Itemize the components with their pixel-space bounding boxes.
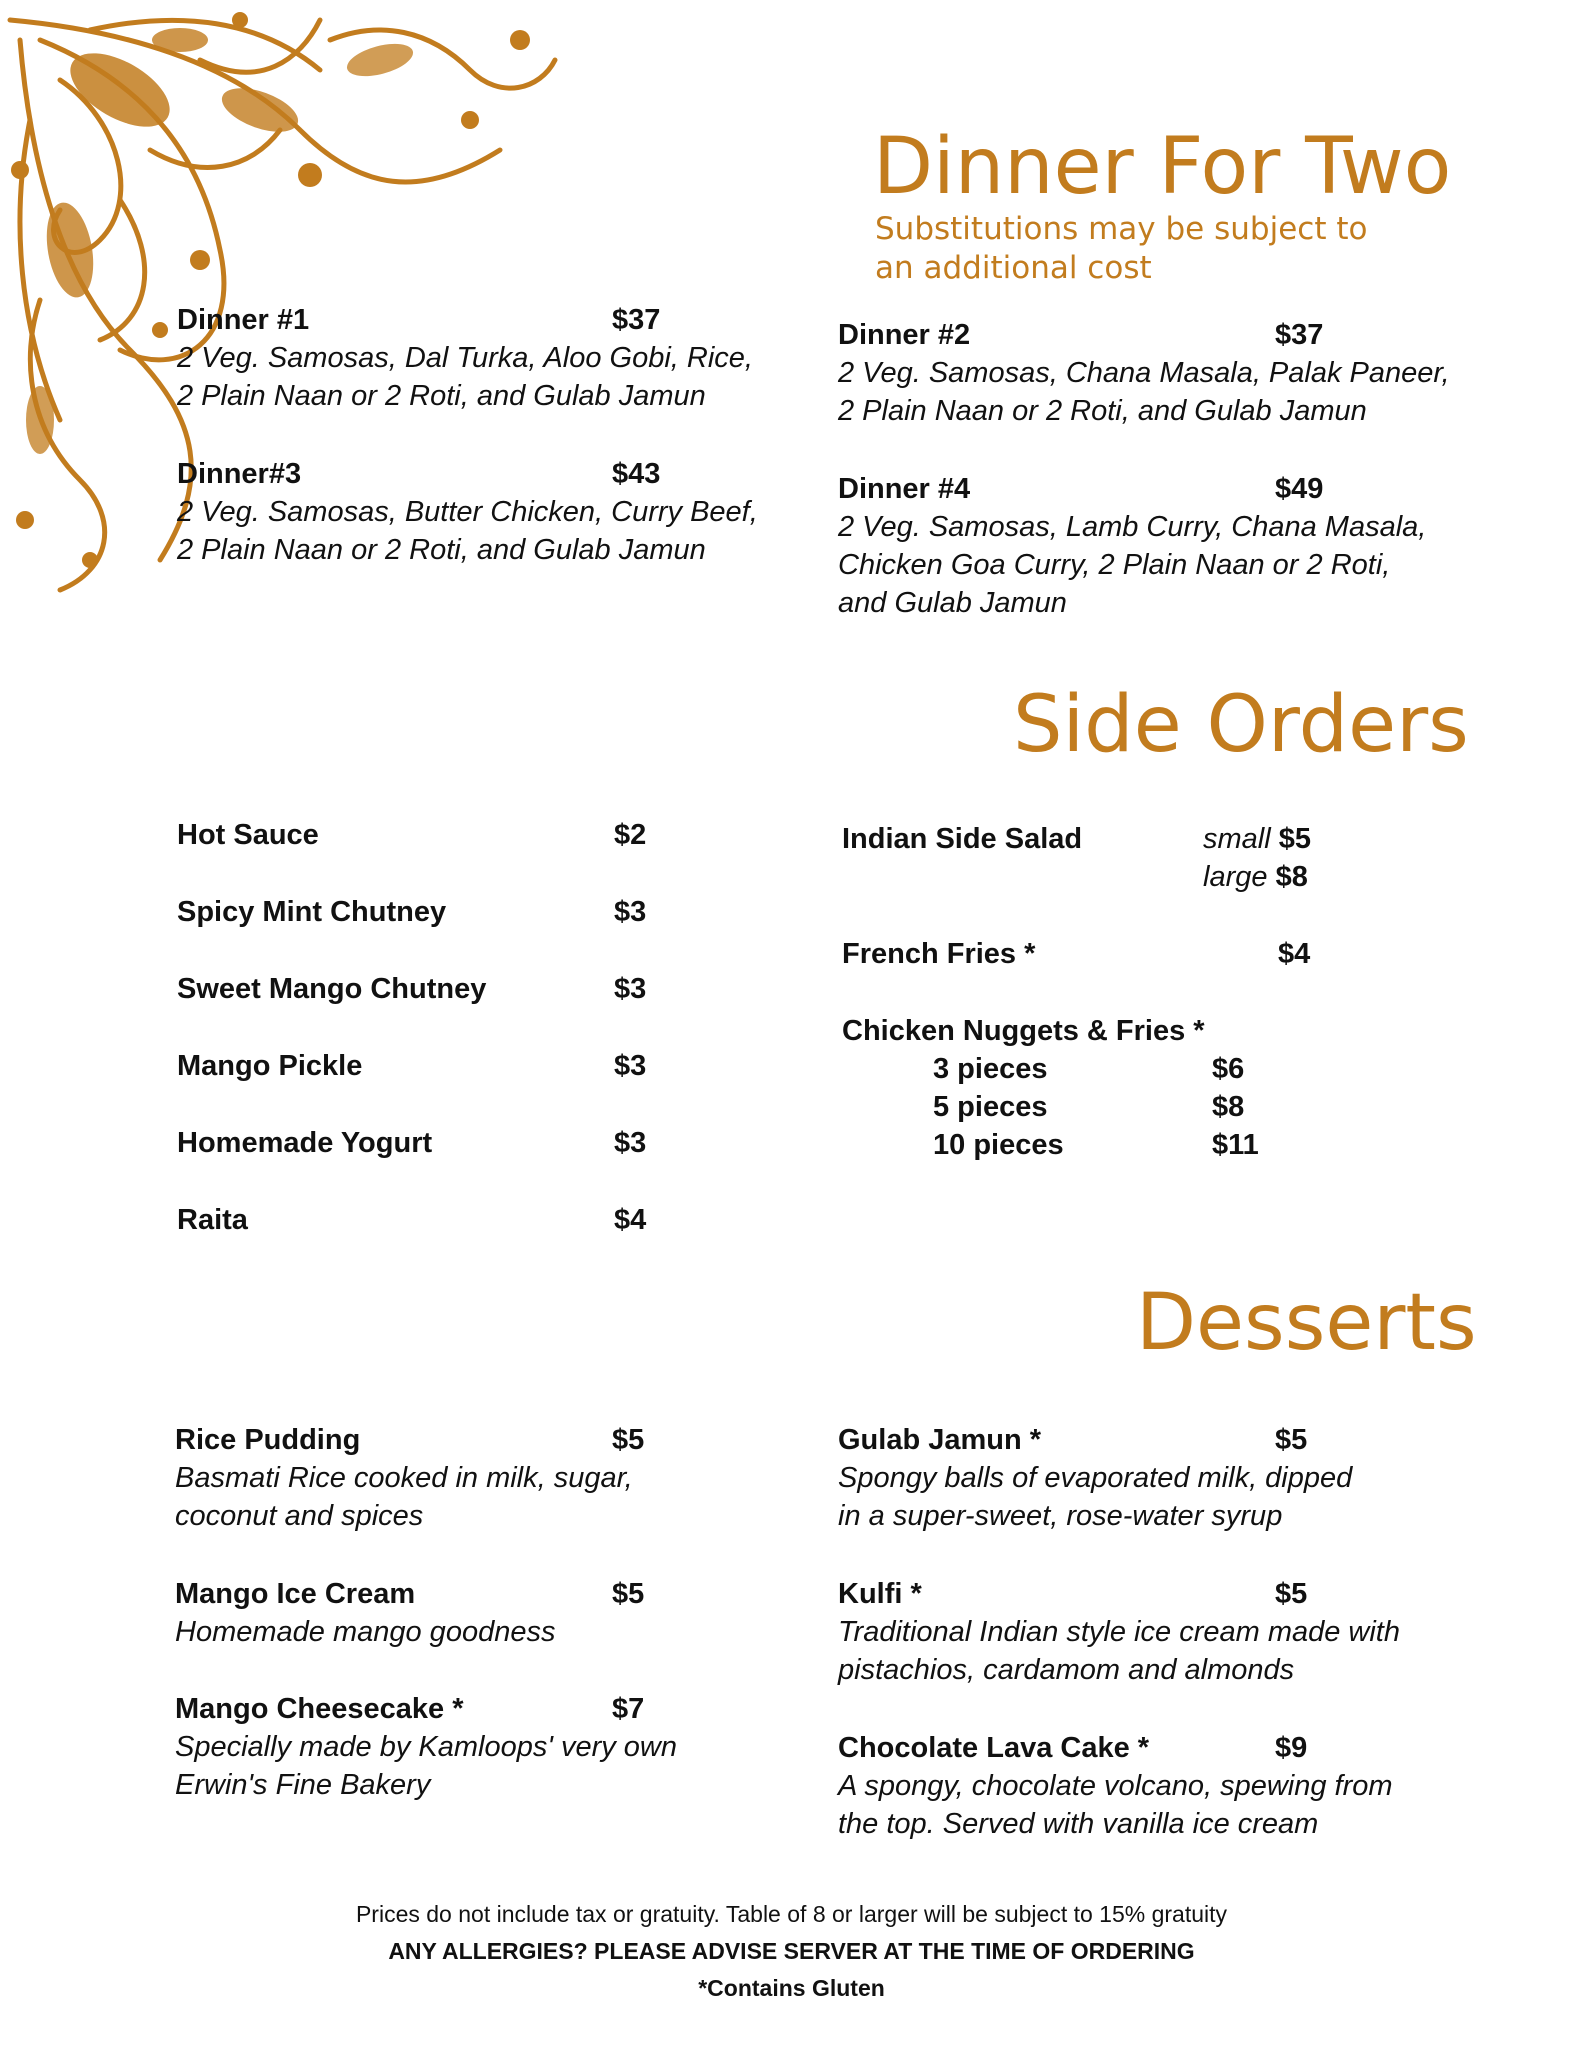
dessert-kulfi bbox=[838, 1575, 1400, 1689]
dessert-mango-cheesecake-name: Mango Cheesecake * bbox=[175, 1693, 464, 1725]
dinner-3-desc-2: 2 Plain Naan or 2 Roti, and Gulab Jamun bbox=[177, 534, 706, 566]
side-homemade-yogurt: Homemade Yogurt bbox=[177, 1127, 433, 1159]
substitutions-line-2: an additional cost bbox=[875, 250, 1152, 286]
side-hot-sauce-price: $2 bbox=[614, 819, 647, 851]
dessert-kulfi-desc-2: pistachios, cardamom and almonds bbox=[838, 1654, 1295, 1686]
dinner-3-price: $43 bbox=[612, 458, 661, 490]
dinner-4-desc-1: 2 Veg. Samosas, Lamb Curry, Chana Masala, bbox=[838, 511, 1427, 543]
nuggets-option-10-price: $11 bbox=[1212, 1129, 1259, 1161]
side-chicken-nuggets: Chicken Nuggets & Fries * bbox=[842, 1015, 1205, 1047]
side-french-fries: French Fries * bbox=[842, 938, 1036, 970]
dessert-mango-cheesecake-price: $7 bbox=[612, 1693, 645, 1725]
nuggets-option-5: 5 pieces bbox=[933, 1091, 1048, 1123]
dinner-4-desc-3: and Gulab Jamun bbox=[838, 587, 1067, 619]
side-raita-price: $4 bbox=[614, 1204, 647, 1236]
side-mango-pickle-price: $3 bbox=[614, 1050, 647, 1082]
side-indian-salad: Indian Side Salad bbox=[842, 823, 1083, 855]
footer-tax-note: Prices do not include tax or gratuity. Table of 8 or larger will be subject to 15% gratuity bbox=[355, 1901, 1228, 1927]
dessert-gulab-jamun-name: Gulab Jamun * bbox=[838, 1424, 1042, 1456]
dinner-for-two-title: Dinner For Two bbox=[873, 122, 1452, 212]
side-spicy-mint-chutney-price: $3 bbox=[614, 896, 647, 928]
nuggets-option-5-price: $8 bbox=[1212, 1091, 1245, 1123]
dessert-gulab-jamun-desc-2: in a super-sweet, rose-water syrup bbox=[838, 1500, 1283, 1532]
dinner-1-price: $37 bbox=[612, 304, 661, 336]
side-orders-title: Side Orders bbox=[1013, 680, 1469, 770]
side-salad-small-label: small bbox=[1203, 823, 1271, 855]
side-hot-sauce: Hot Sauce bbox=[177, 819, 319, 851]
footer-allergy-note: ANY ALLERGIES? PLEASE ADVISE SERVER AT THE TIME OF ORDERING bbox=[388, 1938, 1195, 1964]
side-raita: Raita bbox=[177, 1204, 248, 1236]
footer-gluten-note: *Contains Gluten bbox=[698, 1975, 885, 2001]
side-salad-large bbox=[1203, 858, 1308, 896]
dessert-kulfi-desc-1: Traditional Indian style ice cream made with bbox=[838, 1616, 1400, 1648]
dinner-2-desc-2: 2 Plain Naan or 2 Roti, and Gulab Jamun bbox=[838, 395, 1367, 427]
dessert-mango-ice-cream bbox=[175, 1575, 555, 1651]
dessert-rice-pudding-name: Rice Pudding bbox=[175, 1424, 361, 1456]
dessert-mango-ice-cream-name: Mango Ice Cream bbox=[175, 1578, 416, 1610]
side-salad-small bbox=[1203, 820, 1311, 858]
dessert-mango-cheesecake bbox=[175, 1690, 677, 1804]
dinner-4 bbox=[838, 470, 1426, 622]
dessert-chocolate-lava-cake-desc-2: the top. Served with vanilla ice cream bbox=[838, 1808, 1319, 1840]
dessert-rice-pudding-desc-2: coconut and spices bbox=[175, 1500, 424, 1532]
dessert-chocolate-lava-cake-name: Chocolate Lava Cake * bbox=[838, 1732, 1150, 1764]
side-sweet-mango-chutney-price: $3 bbox=[614, 973, 647, 1005]
dessert-gulab-jamun-desc-1: Spongy balls of evaporated milk, dipped bbox=[838, 1462, 1353, 1494]
dessert-gulab-jamun-price: $5 bbox=[1275, 1424, 1308, 1456]
side-salad-small-price: $5 bbox=[1278, 823, 1311, 855]
dinner-1-name: Dinner #1 bbox=[177, 304, 310, 336]
dessert-chocolate-lava-cake bbox=[838, 1729, 1393, 1843]
nuggets-option-3: 3 pieces bbox=[933, 1053, 1048, 1085]
dessert-mango-cheesecake-desc-1: Specially made by Kamloops' very own bbox=[175, 1731, 677, 1763]
substitutions-note bbox=[875, 210, 1367, 288]
dessert-rice-pudding-price: $5 bbox=[612, 1424, 645, 1456]
dinner-3-name: Dinner#3 bbox=[177, 458, 302, 490]
side-salad-large-price: $8 bbox=[1275, 861, 1308, 893]
dinner-1-desc-2: 2 Plain Naan or 2 Roti, and Gulab Jamun bbox=[177, 380, 706, 412]
dinner-1 bbox=[177, 301, 753, 415]
dessert-kulfi-name: Kulfi * bbox=[838, 1578, 922, 1610]
dinner-2-desc-1: 2 Veg. Samosas, Chana Masala, Palak Paneer, bbox=[838, 357, 1450, 389]
substitutions-line-1: Substitutions may be subject to bbox=[875, 211, 1368, 247]
dessert-mango-ice-cream-price: $5 bbox=[612, 1578, 645, 1610]
dessert-chocolate-lava-cake-price: $9 bbox=[1275, 1732, 1308, 1764]
side-sweet-mango-chutney: Sweet Mango Chutney bbox=[177, 973, 487, 1005]
side-mango-pickle: Mango Pickle bbox=[177, 1050, 363, 1082]
nuggets-option-10: 10 pieces bbox=[933, 1129, 1064, 1161]
dinner-2-price: $37 bbox=[1275, 319, 1324, 351]
dinner-3-desc-1: 2 Veg. Samosas, Butter Chicken, Curry Beef, bbox=[177, 496, 758, 528]
dessert-chocolate-lava-cake-desc-1: A spongy, chocolate volcano, spewing from bbox=[838, 1770, 1393, 1802]
side-homemade-yogurt-price: $3 bbox=[614, 1127, 647, 1159]
desserts-title: Desserts bbox=[1136, 1278, 1477, 1368]
nuggets-option-3-price: $6 bbox=[1212, 1053, 1245, 1085]
dessert-mango-ice-cream-desc-1: Homemade mango goodness bbox=[175, 1616, 556, 1648]
dinner-4-desc-2: Chicken Goa Curry, 2 Plain Naan or 2 Roti, bbox=[838, 549, 1391, 581]
dinner-2 bbox=[838, 316, 1450, 430]
dessert-rice-pudding bbox=[175, 1421, 633, 1535]
side-french-fries-price: $4 bbox=[1278, 938, 1311, 970]
dinner-1-desc-1: 2 Veg. Samosas, Dal Turka, Aloo Gobi, Rice, bbox=[177, 342, 753, 374]
dinner-4-name: Dinner #4 bbox=[838, 473, 971, 505]
dinner-3 bbox=[177, 455, 758, 569]
dessert-mango-cheesecake-desc-2: Erwin's Fine Bakery bbox=[175, 1769, 431, 1801]
dessert-kulfi-price: $5 bbox=[1275, 1578, 1308, 1610]
dinner-2-name: Dinner #2 bbox=[838, 319, 971, 351]
dessert-rice-pudding-desc-1: Basmati Rice cooked in milk, sugar, bbox=[175, 1462, 633, 1494]
dinner-4-price: $49 bbox=[1275, 473, 1324, 505]
side-spicy-mint-chutney: Spicy Mint Chutney bbox=[177, 896, 447, 928]
side-salad-large-label: large bbox=[1203, 861, 1268, 893]
